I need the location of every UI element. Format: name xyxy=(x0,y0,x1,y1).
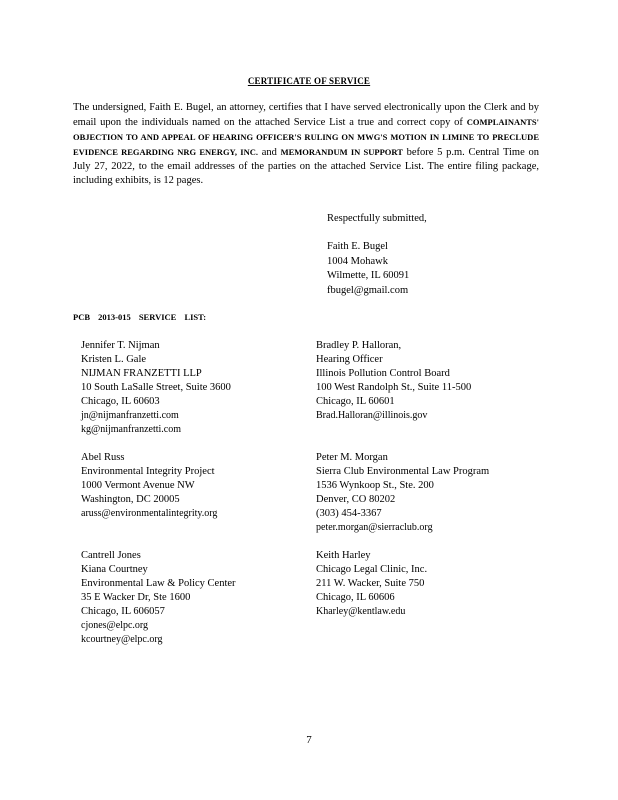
signoff xyxy=(327,212,427,226)
contact-line: Chicago, IL 606057 xyxy=(81,606,165,617)
signer-name: Faith E. Bugel xyxy=(327,241,388,252)
contact-line: 1536 Wynkoop St., Ste. 200 xyxy=(316,480,434,491)
contact-email: aruss@environmentalintegrity.org xyxy=(81,508,218,519)
contact-line: Keith Harley xyxy=(316,550,371,561)
contact-line: Washington, DC 20005 xyxy=(81,494,180,505)
contact-line: (303) 454-3367 xyxy=(316,508,382,519)
contact-line: Chicago Legal Clinic, Inc. xyxy=(316,564,428,575)
signer-email: fbugel@gmail.com xyxy=(327,284,409,296)
signature-block xyxy=(327,240,409,298)
contact-line: Chicago, IL 60606 xyxy=(316,592,395,603)
contact-block xyxy=(81,549,236,647)
contact-line: Denver, CO 80202 xyxy=(316,494,396,505)
contact-line: 100 West Randolph St., Suite 11-500 xyxy=(316,382,472,393)
signer-city: Wilmette, IL 60091 xyxy=(327,270,410,281)
contact-block xyxy=(316,549,427,619)
title-text: CERTIFICATE OF SERVICE xyxy=(247,76,371,86)
signer-street: 1004 Mohawk xyxy=(327,255,388,267)
contact-email: cjones@elpc.org xyxy=(81,620,149,631)
contact-line: Kristen L. Gale xyxy=(81,354,147,365)
certification-paragraph xyxy=(73,101,539,188)
document-title xyxy=(0,76,618,86)
contact-line: Kiana Courtney xyxy=(81,564,148,575)
contact-line: 1000 Vermont Avenue NW xyxy=(81,480,195,491)
contact-line: 211 W. Wacker, Suite 750 xyxy=(316,578,425,589)
contact-line: Environmental Law & Policy Center xyxy=(81,578,236,589)
contact-line: NIJMAN FRANZETTI LLP xyxy=(81,368,202,379)
contact-line: Peter M. Morgan xyxy=(316,452,388,463)
contact-email: peter.morgan@sierraclub.org xyxy=(316,522,433,533)
filing-title-2: MEMORANDUM IN SUPPORT xyxy=(280,147,403,157)
contact-block xyxy=(316,339,471,423)
contact-line: Environmental Integrity Project xyxy=(81,466,215,477)
contact-block xyxy=(316,451,489,535)
service-list-heading: PCB 2013-015 SERVICE LIST: xyxy=(73,312,207,322)
signoff-text: Respectfully submitted, xyxy=(327,213,427,224)
contact-line: 10 South LaSalle Street, Suite 3600 xyxy=(81,382,231,393)
contact-block xyxy=(81,451,217,521)
contact-line: Abel Russ xyxy=(81,452,125,463)
body-text-3: before 5 p.m. Central Time on July 27, 2022, to the email addresses of the parties on the attached Service List. The entire filing package, including exhibits, is 12 pages. xyxy=(73,147,539,186)
contact-email: Kharley@kentlaw.edu xyxy=(316,606,406,617)
contact-email: kg@nijmanfranzetti.com xyxy=(81,424,182,435)
contact-block xyxy=(81,339,231,437)
filing-title-1: COMPLAINANTS' OBJECTION TO AND APPEAL OF HEARING OFFICER'S RULING ON MWG'S MOTION IN LIMINE TO PRECLUDE EVIDENCE REGARDING NRG ENERGY, INC. xyxy=(73,117,539,157)
contact-line: Sierra Club Environmental Law Program xyxy=(316,466,490,477)
contact-line: Bradley P. Halloran, xyxy=(316,340,402,351)
contact-line: Cantrell Jones xyxy=(81,550,141,561)
contact-line: Jennifer T. Nijman xyxy=(81,340,160,351)
contact-line: Illinois Pollution Control Board xyxy=(316,368,450,379)
contact-email: jn@nijmanfranzetti.com xyxy=(81,410,179,421)
contact-line: Chicago, IL 60601 xyxy=(316,396,395,407)
contact-line: 35 E Wacker Dr, Ste 1600 xyxy=(81,592,191,603)
contact-email: Brad.Halloran@illinois.gov xyxy=(316,410,428,421)
body-text-1: The undersigned, Faith E. Bugel, an attorney, certifies that I have served electronically upon the Clerk and by email upon the individuals named on the attached Service List a true and correct copy of xyxy=(73,102,539,128)
page-number: 7 xyxy=(306,734,312,746)
contact-line: Hearing Officer xyxy=(316,354,383,365)
body-text-2: and xyxy=(257,147,281,158)
contact-line: Chicago, IL 60603 xyxy=(81,396,160,407)
contact-email: kcourtney@elpc.org xyxy=(81,634,163,645)
